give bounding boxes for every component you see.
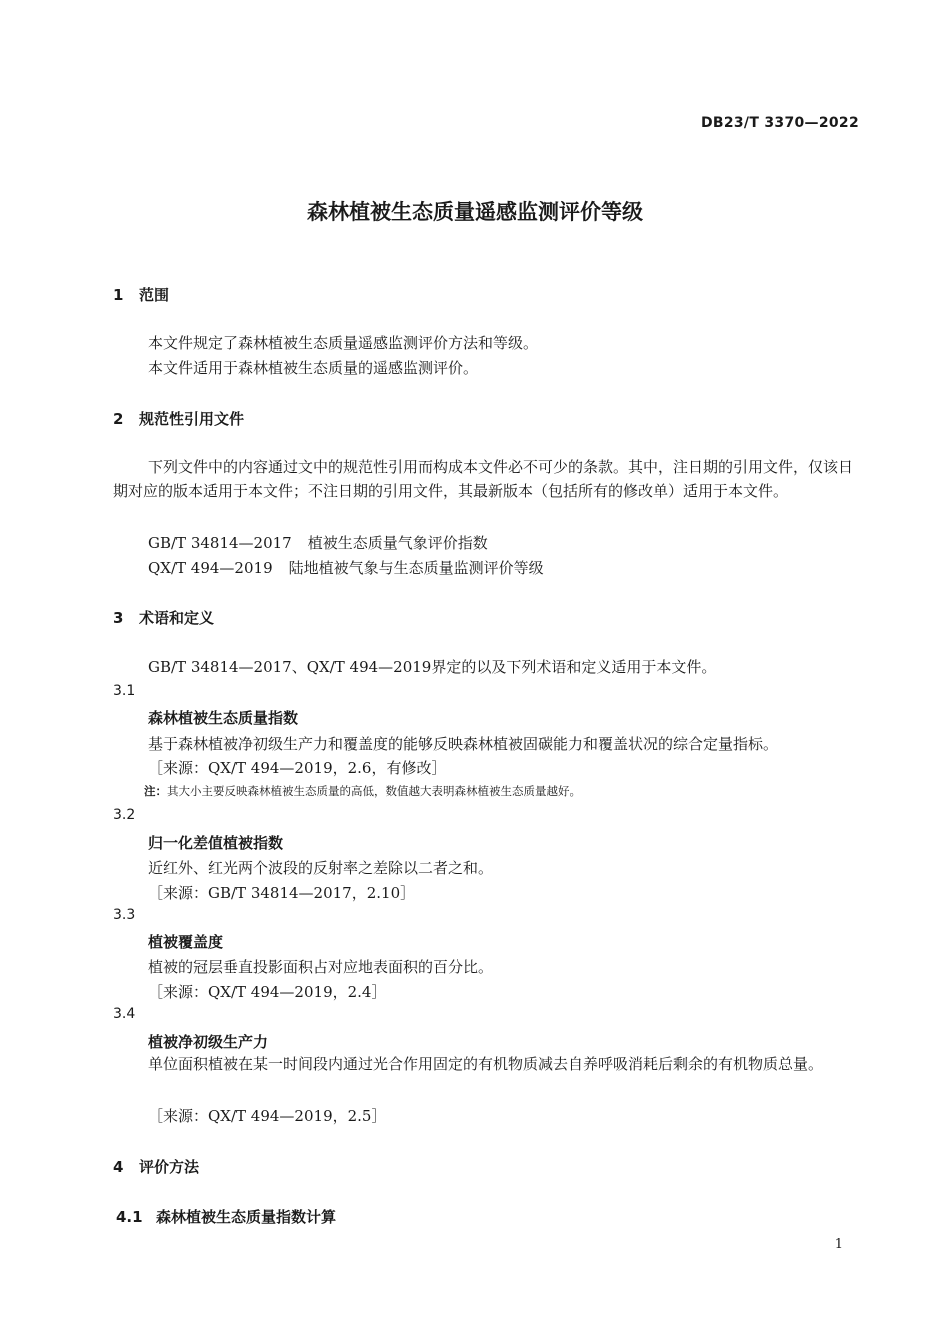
normative-reference [148,532,488,553]
note-text: 其大小主要反映森林植被生态质量的高低，数值越大表明森林植被生态质量越好。 [167,784,581,798]
term-number: 3.3 [113,907,136,923]
term-source: ［来源：QX/T 494—2019，2.5］ [148,1107,387,1125]
document-title: 森林植被生态质量遥感监测评价等级 [307,200,643,224]
term-definition: 单位面积植被在某一时间段内通过光合作用固定的有机物质减去自养呼吸消耗后剩余的有机物质总量。 [148,1055,824,1073]
section-number: 2 [113,410,124,428]
term-name: 植被覆盖度 [148,933,224,951]
section-title: 评价方法 [139,1158,200,1176]
normative-reference [148,557,544,578]
section-number: 3 [113,609,124,627]
term-number: 3.1 [113,683,136,699]
section-2-heading [113,408,244,429]
term-definition: 近红外、红光两个波段的反射率之差除以二者之和。 [148,859,494,877]
section-3-heading [113,607,214,628]
section-1-heading [113,284,169,305]
section-number: 1 [113,286,124,304]
section-title: 规范性引用文件 [139,410,245,428]
term-name: 归一化差值植被指数 [148,834,284,852]
section-4-heading [113,1156,199,1177]
reference-code: QX/T 494—2019 [148,559,273,577]
section-title: 术语和定义 [139,609,215,627]
document-code: DB23/T 3370—2022 [700,115,859,131]
section-number: 4 [113,1158,124,1176]
term-source: ［来源：QX/T 494—2019，2.4］ [148,983,387,1001]
subsection-number: 4.1 [116,1208,143,1226]
paragraph: 本文件适用于森林植被生态质量的遥感监测评价。 [148,359,479,377]
section-title: 范围 [139,286,170,304]
reference-name: 植被生态质量气象评价指数 [307,534,488,552]
reference-code: GB/T 34814—2017 [148,534,292,552]
reference-name: 陆地植被气象与生态质量监测评价等级 [288,559,544,577]
term-name: 森林植被生态质量指数 [148,709,299,727]
term-source: ［来源：QX/T 494—2019，2.6，有修改］ [148,759,447,777]
term-definition: 植被的冠层垂直投影面积占对应地表面积的百分比。 [148,958,494,976]
subsection-4-1-heading [116,1206,336,1227]
term-number: 3.4 [113,1006,136,1022]
note-label: 注： [144,784,167,798]
subsection-title: 森林植被生态质量指数计算 [156,1208,337,1226]
term-name: 植被净初级生产力 [148,1033,269,1051]
paragraph: 下列文件中的内容通过文中的规范性引用而构成本文件必不可少的条款。其中，注日期的引用文件，仅该日期对应的版本适用于本文件；不注日期的引用文件，其最新版本（包括所有的修改单）适用于本文件。 [113,458,854,500]
term-definition: 基于森林植被净初级生产力和覆盖度的能够反映森林植被固碳能力和覆盖状况的综合定量指标。 [148,735,779,753]
paragraph: 本文件规定了森林植被生态质量遥感监测评价方法和等级。 [148,334,539,352]
term-number: 3.2 [113,807,136,823]
paragraph: GB/T 34814—2017、QX/T 494—2019界定的以及下列术语和定义适用于本文件。 [148,658,717,676]
term-note [144,783,581,799]
page-number: 1 [834,1237,843,1252]
term-source: ［来源：GB/T 34814—2017，2.10］ [148,884,416,902]
